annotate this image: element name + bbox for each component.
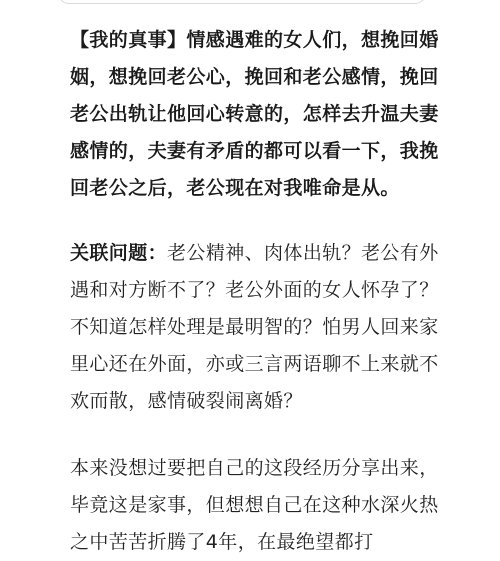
related-questions-label: 关联问题：	[70, 242, 168, 264]
article-body: 本来没想过要把自己的这段经历分享出来，毕竟这是家事，但想想自己在这种水深火热之中苦苦折腾了4年，在最绝望都打	[70, 457, 439, 553]
search-bar-edge	[58, 0, 426, 4]
article-content	[70, 22, 445, 561]
related-questions-text: 老公精神、肉体出轨？老公有外遇和对方断不了？老公外面的女人怀孕了？不知道怎样处理是最明智的？怕男人回来家里心还在外面，亦或三言两语聊不上来就不欢而散，感情破裂闹离婚？	[70, 242, 439, 412]
related-questions	[70, 235, 445, 420]
article-headline: 【我的真事】情感遇难的女人们，想挽回婚姻，想挽回老公心，挽回和老公感情，挽回老公出轨让他回心转意的，怎样去升温夫妻感情的，夫妻有矛盾的都可以看一下，我挽回老公之后，老公现在对我唯命是从。	[70, 29, 439, 199]
